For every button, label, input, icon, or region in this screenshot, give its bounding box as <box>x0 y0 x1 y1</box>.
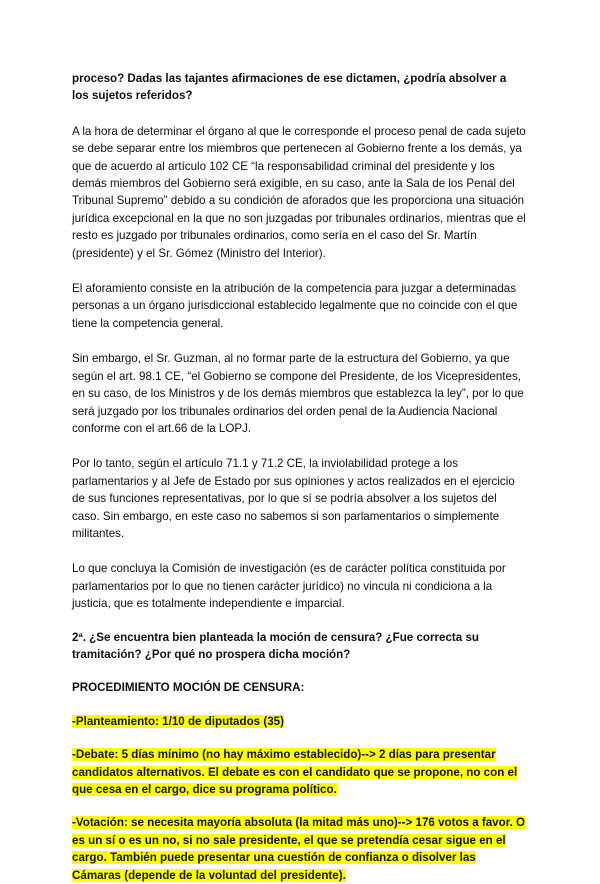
highlight-votacion: -Votación: se necesita mayoría absoluta (la mitad más uno)--> 176 votos a favor. O es un sí o es un no, si no sale presidente, el que se pretendía cesar sigue en el cargo. También puede presentar una cuestión de confianza o disolver las Cámaras (depende de la voluntad del presidente). <box>72 816 526 882</box>
question-continuation: proceso? Dadas las tajantes afirmaciones de ese dictamen, ¿podría absolver a los sujetos referidos? <box>72 72 507 103</box>
body-paragraph-aforamiento: El aforamiento consiste en la atribución de la competencia para juzgar a determinadas personas a un órgano jurisdiccional establecido legalmente que no coincide con el que tiene la competencia general. <box>72 282 518 330</box>
section-heading-procedimiento: PROCEDIMIENTO MOCIÓN DE CENSURA: <box>72 681 305 695</box>
body-paragraph-inviolabilidad: Por lo tanto, según el artículo 71.1 y 71.2 CE, la inviolabilidad protege a los parlamentarios y al Jefe de Estado por sus opiniones y actos realizados en el ejercicio de sus funciones representativas, por lo que sí se podría absolver a los sujetos del caso. Sin embargo, en este caso no sabemos si son parlamentarios o simplemente militantes. <box>72 457 515 540</box>
highlighted-item-votacion <box>72 814 526 884</box>
body-paragraph-aforados: A la hora de determinar el órgano al que le corresponde el proceso penal de cada sujeto se debe separar entre los miembros que pertenecen al Gobierno frente a los demás, ya que de acuerdo al artículo 102 CE “la responsabilidad criminal del presidente y los demás miembros del Gobierno será exigible, en su caso, ante la Sala de los Penal del Tribunal Supremo” debido a su condición de aforados que les proporciona una situación jurídica excepcional en la que no son juzgadas por tribunales ordinarios, mientras que el resto es juzgado por tribunales ordinarios, como sería en el caso del Sr. Martín (presidente) y el Sr. Gómez (Ministro del Interior). <box>72 124 526 260</box>
highlighted-item-planteamiento <box>72 713 526 730</box>
highlight-debate: -Debate: 5 días mínimo (no hay máximo establecido)--> 2 días para presentar candidatos alternativos. El debate es con el candidato que se propone, no con el que cesa en el cargo, dice su programa político. <box>72 748 518 796</box>
body-paragraph-comision: Lo que concluya la Comisión de investigación (es de carácter política constituida por parlamentarios por lo que no tienen carácter jurídico) no vincula ni condiciona a la justicia, que es totalmente independiente e imparcial. <box>72 562 506 611</box>
question-heading-2: 2ª. ¿Se encuentra bien planteada la moción de censura? ¿Fue correcta su tramitación? ¿Por qué no prospera dicha moción? <box>72 630 479 661</box>
highlighted-item-debate <box>72 746 526 798</box>
highlight-planteamiento: -Planteamiento: 1/10 de diputados (35) <box>72 714 284 728</box>
body-paragraph-guzman: Sin embargo, el Sr. Guzman, al no formar parte de la estructura del Gobierno, ya que según el art. 98.1 CE, “el Gobierno se compone del Presidente, de los Vicepresidentes, en su caso, de los Ministros y de los demás miembros que establezca la ley”, por lo que será juzgado por los tribunales ordinarios del orden penal de la Audiencia Nacional conforme con el art.66 de la LOPJ. <box>72 352 524 435</box>
